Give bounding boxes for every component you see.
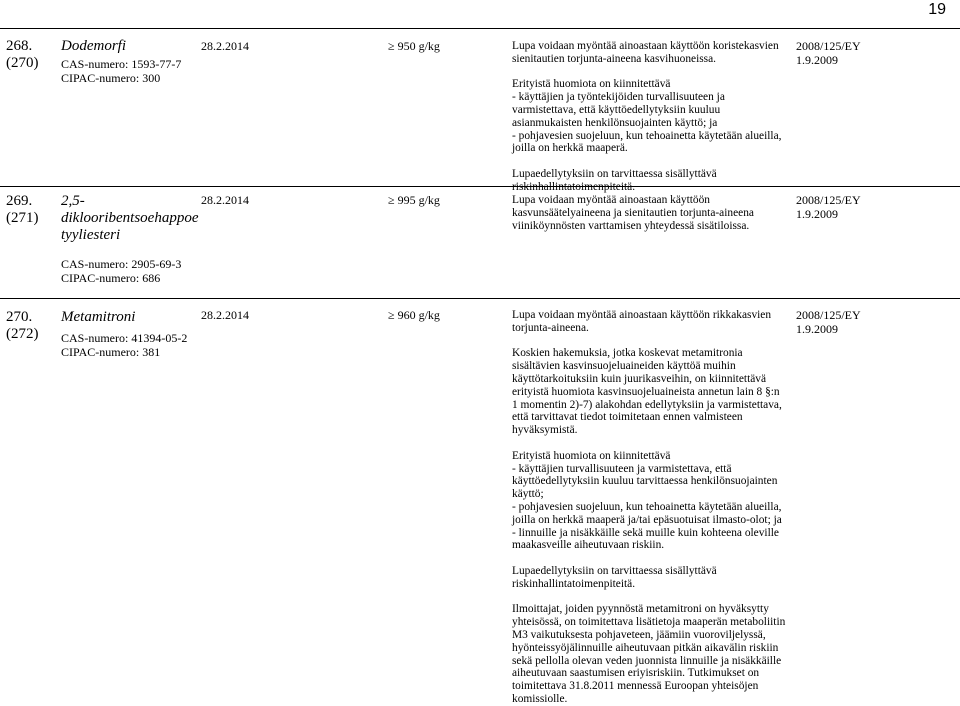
cas-number: CAS-numero: 41394-05-2 xyxy=(61,331,188,345)
condition-paragraph: Lupaedellytyksiin on tarvittaessa sisällyttävä riskinhallintatoimenpiteitä. xyxy=(512,564,717,590)
condition-paragraph: Lupa voidaan myöntää ainoastaan käyttöön kasvunsäätelyaineena ja sienitautien torjunta-aineena viiniköynnösten varttamisen yhteydessä sisätiloissa. xyxy=(512,194,754,232)
cipac-number: CIPAC-numero: 686 xyxy=(61,270,161,285)
directive: 2008/125/EY 1.9.2009 xyxy=(796,193,861,221)
purity: ≥ 995 g/kg xyxy=(388,193,440,207)
purity: ≥ 950 g/kg xyxy=(388,39,440,53)
approval-date: 28.2.2014 xyxy=(201,193,249,207)
substance-cell xyxy=(61,309,196,359)
cas-number: CAS-numero: 2905-69-3 xyxy=(61,257,182,271)
condition-paragraph: Lupaedellytyksiin on tarvittaessa sisällyttävä riskinhallintatoimenpiteitä. xyxy=(512,167,717,193)
substance-cell xyxy=(61,193,199,285)
cipac-number: CIPAC-numero: 300 xyxy=(61,70,161,85)
directive: 2008/125/EY 1.9.2009 xyxy=(796,39,861,67)
approval-date: 28.2.2014 xyxy=(201,308,249,322)
condition-paragraph: Erityistä huomiota on kiinnitettävä - käyttäjien ja työntekijöiden turvallisuuteen ja varmistettava, että käyttöedellytyksiin kuuluu asianmukaisten henkilönsuojainten käyttö; ja - pohjavesien suojeluun, kun tehoainetta käytetään alueilla, joilla on herkkä maaperä. xyxy=(512,78,782,155)
condition-paragraph: Lupa voidaan myöntää ainoastaan käyttöön koristekasvien sienitautien torjunta-aineena kasvihuoneissa. xyxy=(512,40,779,65)
row-number: 270. (272) xyxy=(6,309,39,342)
page-number: 19 xyxy=(928,1,946,18)
cas-number: CAS-numero: 1593-77-7 xyxy=(61,57,182,71)
directive: 2008/125/EY 1.9.2009 xyxy=(796,308,861,336)
row-number: 269. (271) xyxy=(6,193,39,226)
substance-name: Dodemorfi xyxy=(61,38,126,54)
condition-paragraph: Ilmoittajat, joiden pyynnöstä metamitroni on hyväksytty yhteisössä, on toimitettava lisätietoja maaperän metaboliitin M3 vaikutuksesta pohjaveteen, jäämiin vuoroviljelyssä, hyönteissyöjälinnuille aiheutuvaan pitkän aikavälin riskiin sekä pellolla olevan veden juonnista linnuille ja nisäkkäille aiheutuvaan saastumisen eriyisriskiin. Tutkimukset on toimitettava 31.8.2011 mennessä Euroopan yhteisöjen komissiolle. xyxy=(512,603,786,705)
condition-paragraph: Erityistä huomiota on kiinnitettävä - käyttäjien turvallisuuteen ja varmistettava, että käyttöedellytyksiin kuuluu tarvittaessa henkilönsuojainten käyttö; - pohjavesien suojeluun, kun tehoainetta käytetään alueilla, joilla on herkkä maaperä ja/tai epäsuotuisat ilmasto-olot; ja - linnuille ja nisäkkäille sekä muille kuin kohteena oleville maakasveille aiheutuvaan riskiin. xyxy=(512,449,782,552)
condition-paragraph: Koskien hakemuksia, jotka koskevat metamitronia sisältävien kasvinsuojeluaineiden käyttöä muihin käyttötarkoituksiin kuin juurikasveihin, on kiinnitettävä erityistä huomiota kasvinsuojeluaineista annetun lain 8 §:n 1 momentin 2)-7) alakohdan edellytyksiin ja varmistettava, että tarvittavat tiedot toimitetaan ennen valmisteen hyväksymistä. xyxy=(512,347,782,437)
conditions xyxy=(512,40,788,206)
row-divider xyxy=(0,186,960,187)
row-number: 268. (270) xyxy=(6,38,39,71)
row-divider xyxy=(0,298,960,299)
conditions xyxy=(512,194,788,245)
substance-cell xyxy=(61,38,196,85)
condition-paragraph: Lupa voidaan myöntää ainoastaan käyttöön rikkakasvien torjunta-aineena. xyxy=(512,309,772,334)
cipac-number: CIPAC-numero: 381 xyxy=(61,344,161,359)
page-number-bar xyxy=(0,0,960,29)
approval-date: 28.2.2014 xyxy=(201,39,249,53)
purity: ≥ 960 g/kg xyxy=(388,308,440,322)
conditions xyxy=(512,309,788,706)
substance-name: 2,5-diklooribentsoehappoe tyyliesteri xyxy=(61,193,199,243)
substance-name: Metamitroni xyxy=(61,309,136,325)
